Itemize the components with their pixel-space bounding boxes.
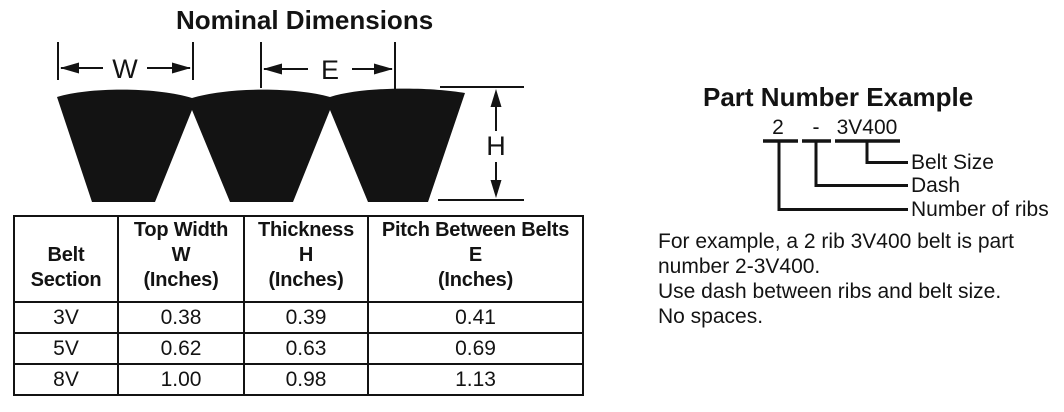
header-line: E [468,244,483,266]
w-dimension-label: W [112,54,138,84]
table-row [14,364,583,395]
callout-line-ribs [779,141,908,210]
header-line: (Inches) [268,269,344,291]
notes-line: No spaces. [658,305,764,328]
e-dimension-label: E [320,55,340,85]
callout-label-dash: Dash [911,174,961,197]
part-number-dash: - [812,116,820,139]
header-line: Top Width [133,219,229,241]
header-belt-section [14,216,118,302]
header-line: Section [30,269,102,291]
e-arrowhead-right [374,64,393,75]
notes-line: For example, a 2 rib 3V400 belt is part [658,230,1015,253]
belt-cross-section-diagram [0,0,600,212]
belt-dimensions-table [13,215,584,396]
table-row [14,302,583,333]
e-arrowhead-left [263,64,282,75]
nominal-dimensions-title: Nominal Dimensions [176,5,434,35]
part-number-diagram [640,112,1064,224]
cell-belt-section: 3V [14,302,118,333]
h-dimension-label: H [486,131,506,161]
cell-belt-section: 5V [14,333,118,364]
header-line: (Inches) [143,269,219,291]
w-arrowhead-left [60,63,79,74]
callout-line-belt-size [867,141,908,163]
header-top-width [118,216,244,302]
cell-pitch: 0.69 [368,333,583,364]
header-line: H [298,244,314,266]
header-line: Thickness [257,219,355,241]
table-row [14,333,583,364]
belt-profile-shape [57,89,465,202]
cell-top-width: 0.62 [118,333,244,364]
cell-pitch: 1.13 [368,364,583,395]
part-number-ribs: 2 [772,116,784,139]
part-number-title: Part Number Example [703,82,974,112]
cell-thickness: 0.39 [244,302,368,333]
part-number-callout-lines [779,141,908,210]
cell-thickness: 0.63 [244,333,368,364]
h-arrowhead-down [491,180,502,198]
cell-top-width: 0.38 [118,302,244,333]
h-arrowhead-up [491,89,502,107]
header-pitch [368,216,583,302]
w-arrowhead-right [172,63,191,74]
callout-label-ribs: Number of ribs [911,198,1049,221]
header-line: Pitch Between Belts [381,219,570,241]
table-header-row [14,216,583,302]
callout-label-belt-size: Belt Size [911,151,994,174]
header-thickness [244,216,368,302]
notes-line: number 2-3V400. [658,255,821,278]
cell-top-width: 1.00 [118,364,244,395]
header-line: W [171,244,191,266]
header-line: (Inches) [437,269,514,291]
part-number-belt-size: 3V400 [836,116,898,139]
cell-thickness: 0.98 [244,364,368,395]
part-number-notes [658,229,1058,329]
cell-belt-section: 8V [14,364,118,395]
cell-pitch: 0.41 [368,302,583,333]
notes-line: Use dash between ribs and belt size. [658,280,1002,303]
header-line: Belt [47,244,85,266]
